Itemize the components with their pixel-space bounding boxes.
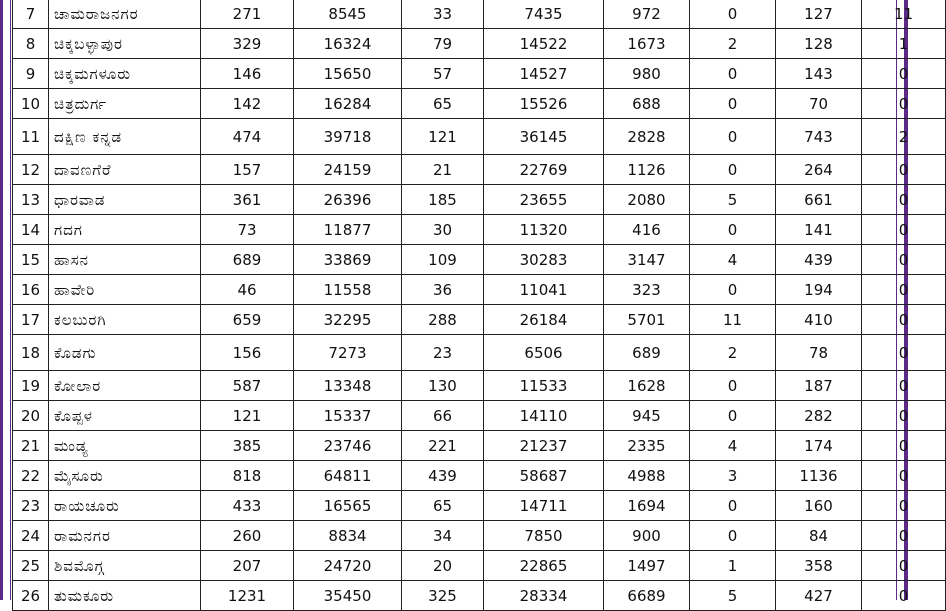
cell-col-6: 15526 — [484, 89, 604, 119]
cell-col-8: 5 — [690, 185, 776, 215]
cell-district-name: ಮಂಡ್ಯ — [49, 431, 201, 461]
cell-col-4: 8834 — [294, 521, 402, 551]
cell-col-3: 587 — [201, 371, 294, 401]
cell-col-9: 1136 — [776, 461, 862, 491]
cell-col-5: 121 — [402, 119, 484, 155]
cell-col-3: 207 — [201, 551, 294, 581]
cell-col-9: 127 — [776, 0, 862, 29]
cell-col-5: 185 — [402, 185, 484, 215]
cell-col-10: 0 — [862, 491, 946, 521]
cell-col-10: 0 — [862, 245, 946, 275]
cell-col-7: 4988 — [604, 461, 690, 491]
cell-district-name: ಶಿವಮೊಗ್ಗ — [49, 551, 201, 581]
cell-col-4: 24720 — [294, 551, 402, 581]
cell-row-number: 24 — [13, 521, 49, 551]
cell-col-9: 264 — [776, 155, 862, 185]
cell-col-3: 433 — [201, 491, 294, 521]
cell-row-number: 14 — [13, 215, 49, 245]
cell-district-name: ರಾಯಚೂರು — [49, 491, 201, 521]
cell-col-6: 22769 — [484, 155, 604, 185]
table-row — [13, 0, 946, 29]
cell-col-5: 325 — [402, 581, 484, 611]
cell-col-5: 57 — [402, 59, 484, 89]
cell-col-8: 1 — [690, 551, 776, 581]
cell-row-number: 9 — [13, 59, 49, 89]
cell-district-name: ರಾಮನಗರ — [49, 521, 201, 551]
cell-col-8: 5 — [690, 581, 776, 611]
cell-col-9: 78 — [776, 335, 862, 371]
cell-row-number: 10 — [13, 89, 49, 119]
cell-col-3: 271 — [201, 0, 294, 29]
cell-row-number: 12 — [13, 155, 49, 185]
table-row — [13, 275, 946, 305]
table-row — [13, 461, 946, 491]
table-row — [13, 521, 946, 551]
cell-col-5: 23 — [402, 335, 484, 371]
cell-col-5: 36 — [402, 275, 484, 305]
cell-col-9: 661 — [776, 185, 862, 215]
cell-row-number: 26 — [13, 581, 49, 611]
cell-col-5: 221 — [402, 431, 484, 461]
frame-inner-line-left — [10, 0, 11, 600]
cell-col-6: 36145 — [484, 119, 604, 155]
cell-col-9: 427 — [776, 581, 862, 611]
cell-col-4: 15337 — [294, 401, 402, 431]
cell-col-5: 34 — [402, 521, 484, 551]
cell-col-4: 16324 — [294, 29, 402, 59]
cell-row-number: 22 — [13, 461, 49, 491]
cell-col-10: 0 — [862, 185, 946, 215]
cell-col-10: 2 — [862, 119, 946, 155]
cell-col-4: 7273 — [294, 335, 402, 371]
cell-col-9: 128 — [776, 29, 862, 59]
cell-col-9: 410 — [776, 305, 862, 335]
cell-col-8: 0 — [690, 215, 776, 245]
cell-col-3: 818 — [201, 461, 294, 491]
cell-col-5: 65 — [402, 89, 484, 119]
cell-col-7: 900 — [604, 521, 690, 551]
cell-col-5: 20 — [402, 551, 484, 581]
cell-col-10: 0 — [862, 521, 946, 551]
cell-col-7: 2828 — [604, 119, 690, 155]
cell-col-6: 11320 — [484, 215, 604, 245]
table-row — [13, 185, 946, 215]
table-row — [13, 215, 946, 245]
cell-col-8: 3 — [690, 461, 776, 491]
cell-col-4: 13348 — [294, 371, 402, 401]
cell-col-3: 157 — [201, 155, 294, 185]
cell-col-10: 0 — [862, 215, 946, 245]
cell-district-name: ಚಿಕ್ಕಬಳ್ಳಾಪುರ — [49, 29, 201, 59]
cell-col-3: 474 — [201, 119, 294, 155]
cell-col-10: 0 — [862, 461, 946, 491]
cell-col-10: 0 — [862, 431, 946, 461]
table-row — [13, 431, 946, 461]
table-row — [13, 581, 946, 611]
cell-col-7: 6689 — [604, 581, 690, 611]
cell-col-6: 14110 — [484, 401, 604, 431]
table-row — [13, 155, 946, 185]
cell-col-4: 16565 — [294, 491, 402, 521]
cell-col-3: 361 — [201, 185, 294, 215]
cell-col-6: 21237 — [484, 431, 604, 461]
table-body — [13, 0, 946, 611]
cell-district-name: ಚಾಮರಾಜನಗರ — [49, 0, 201, 29]
cell-district-name: ಹಾಸನ — [49, 245, 201, 275]
cell-col-6: 14711 — [484, 491, 604, 521]
cell-col-3: 329 — [201, 29, 294, 59]
cell-col-8: 4 — [690, 431, 776, 461]
cell-col-8: 0 — [690, 491, 776, 521]
cell-col-10: 0 — [862, 551, 946, 581]
cell-col-6: 7435 — [484, 0, 604, 29]
cell-row-number: 11 — [13, 119, 49, 155]
cell-col-9: 194 — [776, 275, 862, 305]
cell-col-3: 659 — [201, 305, 294, 335]
cell-district-name: ದಕ್ಷಿಣ ಕನ್ನಡ — [49, 119, 201, 155]
cell-col-10: 0 — [862, 581, 946, 611]
cell-district-name: ಹಾವೇರಿ — [49, 275, 201, 305]
cell-district-name: ತುಮಕೂರು — [49, 581, 201, 611]
cell-col-7: 980 — [604, 59, 690, 89]
cell-row-number: 21 — [13, 431, 49, 461]
cell-col-3: 156 — [201, 335, 294, 371]
cell-col-5: 66 — [402, 401, 484, 431]
cell-district-name: ಮೈಸೂರು — [49, 461, 201, 491]
cell-row-number: 13 — [13, 185, 49, 215]
cell-col-8: 2 — [690, 335, 776, 371]
cell-col-8: 0 — [690, 89, 776, 119]
cell-row-number: 23 — [13, 491, 49, 521]
cell-col-4: 35450 — [294, 581, 402, 611]
cell-col-8: 0 — [690, 155, 776, 185]
cell-col-4: 8545 — [294, 0, 402, 29]
cell-col-9: 70 — [776, 89, 862, 119]
cell-col-9: 187 — [776, 371, 862, 401]
table-row — [13, 59, 946, 89]
cell-col-4: 16284 — [294, 89, 402, 119]
table-row — [13, 29, 946, 59]
cell-col-7: 945 — [604, 401, 690, 431]
cell-col-7: 5701 — [604, 305, 690, 335]
cell-district-name: ಗದಗ — [49, 215, 201, 245]
cell-col-8: 2 — [690, 29, 776, 59]
cell-col-9: 141 — [776, 215, 862, 245]
cell-col-9: 143 — [776, 59, 862, 89]
cell-col-7: 972 — [604, 0, 690, 29]
cell-col-5: 30 — [402, 215, 484, 245]
cell-col-9: 439 — [776, 245, 862, 275]
cell-col-9: 160 — [776, 491, 862, 521]
cell-col-7: 416 — [604, 215, 690, 245]
cell-col-7: 1694 — [604, 491, 690, 521]
cell-col-6: 11041 — [484, 275, 604, 305]
cell-col-9: 84 — [776, 521, 862, 551]
cell-col-6: 28334 — [484, 581, 604, 611]
cell-col-4: 24159 — [294, 155, 402, 185]
cell-col-3: 689 — [201, 245, 294, 275]
cell-col-6: 14522 — [484, 29, 604, 59]
cell-col-7: 3147 — [604, 245, 690, 275]
cell-row-number: 8 — [13, 29, 49, 59]
cell-col-10: 0 — [862, 335, 946, 371]
cell-col-4: 64811 — [294, 461, 402, 491]
cell-col-8: 0 — [690, 521, 776, 551]
cell-col-5: 21 — [402, 155, 484, 185]
cell-col-10: 0 — [862, 401, 946, 431]
cell-col-10: 0 — [862, 155, 946, 185]
cell-col-5: 33 — [402, 0, 484, 29]
cell-col-5: 79 — [402, 29, 484, 59]
cell-col-4: 11877 — [294, 215, 402, 245]
cell-row-number: 15 — [13, 245, 49, 275]
cell-col-8: 0 — [690, 0, 776, 29]
cell-col-7: 1497 — [604, 551, 690, 581]
table-row — [13, 491, 946, 521]
cell-district-name: ಕಲಬುರಗಿ — [49, 305, 201, 335]
cell-row-number: 17 — [13, 305, 49, 335]
cell-col-10: 0 — [862, 371, 946, 401]
cell-col-3: 260 — [201, 521, 294, 551]
cell-col-6: 22865 — [484, 551, 604, 581]
table-row — [13, 335, 946, 371]
cell-district-name: ದಾವಣಗೆರೆ — [49, 155, 201, 185]
table-row — [13, 119, 946, 155]
cell-col-8: 0 — [690, 275, 776, 305]
cell-col-5: 109 — [402, 245, 484, 275]
cell-col-6: 7850 — [484, 521, 604, 551]
cell-col-4: 11558 — [294, 275, 402, 305]
cell-row-number: 16 — [13, 275, 49, 305]
table-row — [13, 305, 946, 335]
cell-col-6: 58687 — [484, 461, 604, 491]
cell-col-3: 121 — [201, 401, 294, 431]
cell-col-8: 0 — [690, 371, 776, 401]
cell-col-9: 743 — [776, 119, 862, 155]
cell-col-4: 15650 — [294, 59, 402, 89]
cell-col-7: 2335 — [604, 431, 690, 461]
cell-col-6: 26184 — [484, 305, 604, 335]
district-data-table — [12, 0, 946, 611]
cell-col-4: 26396 — [294, 185, 402, 215]
cell-col-5: 439 — [402, 461, 484, 491]
cell-col-8: 11 — [690, 305, 776, 335]
cell-district-name: ಕೋಲಾರ — [49, 371, 201, 401]
cell-col-6: 30283 — [484, 245, 604, 275]
cell-col-7: 2080 — [604, 185, 690, 215]
cell-col-10: 0 — [862, 305, 946, 335]
table-row — [13, 245, 946, 275]
cell-col-4: 33869 — [294, 245, 402, 275]
cell-col-7: 323 — [604, 275, 690, 305]
cell-col-5: 288 — [402, 305, 484, 335]
cell-col-9: 282 — [776, 401, 862, 431]
cell-col-3: 73 — [201, 215, 294, 245]
cell-col-6: 23655 — [484, 185, 604, 215]
cell-col-10: 0 — [862, 59, 946, 89]
cell-col-3: 146 — [201, 59, 294, 89]
cell-col-9: 358 — [776, 551, 862, 581]
cell-district-name: ಚಿತ್ರದುರ್ಗ — [49, 89, 201, 119]
cell-col-3: 385 — [201, 431, 294, 461]
cell-district-name: ಧಾರವಾಡ — [49, 185, 201, 215]
cell-col-10: 1 — [862, 29, 946, 59]
cell-district-name: ಕೊಡಗು — [49, 335, 201, 371]
cell-col-4: 39718 — [294, 119, 402, 155]
cell-col-10: 0 — [862, 89, 946, 119]
cell-col-7: 689 — [604, 335, 690, 371]
cell-district-name: ಕೊಪ್ಪಳ — [49, 401, 201, 431]
cell-col-7: 1126 — [604, 155, 690, 185]
cell-col-6: 14527 — [484, 59, 604, 89]
cell-col-8: 4 — [690, 245, 776, 275]
table-row — [13, 401, 946, 431]
cell-col-7: 688 — [604, 89, 690, 119]
cell-row-number: 18 — [13, 335, 49, 371]
cell-col-3: 1231 — [201, 581, 294, 611]
cell-row-number: 19 — [13, 371, 49, 401]
cell-col-7: 1673 — [604, 29, 690, 59]
cell-col-7: 1628 — [604, 371, 690, 401]
cell-col-3: 46 — [201, 275, 294, 305]
cell-col-6: 6506 — [484, 335, 604, 371]
table-row — [13, 371, 946, 401]
cell-col-4: 23746 — [294, 431, 402, 461]
table-row — [13, 551, 946, 581]
cell-col-5: 130 — [402, 371, 484, 401]
cell-col-4: 32295 — [294, 305, 402, 335]
cell-col-5: 65 — [402, 491, 484, 521]
cell-row-number: 25 — [13, 551, 49, 581]
cell-col-8: 0 — [690, 59, 776, 89]
cell-district-name: ಚಿಕ್ಕಮಗಳೂರು — [49, 59, 201, 89]
cell-col-10: 11 — [862, 0, 946, 29]
cell-row-number: 7 — [13, 0, 49, 29]
cell-col-9: 174 — [776, 431, 862, 461]
cell-col-6: 11533 — [484, 371, 604, 401]
cell-col-10: 0 — [862, 275, 946, 305]
cell-col-8: 0 — [690, 119, 776, 155]
table-row — [13, 89, 946, 119]
cell-col-8: 0 — [690, 401, 776, 431]
cell-col-3: 142 — [201, 89, 294, 119]
cell-row-number: 20 — [13, 401, 49, 431]
